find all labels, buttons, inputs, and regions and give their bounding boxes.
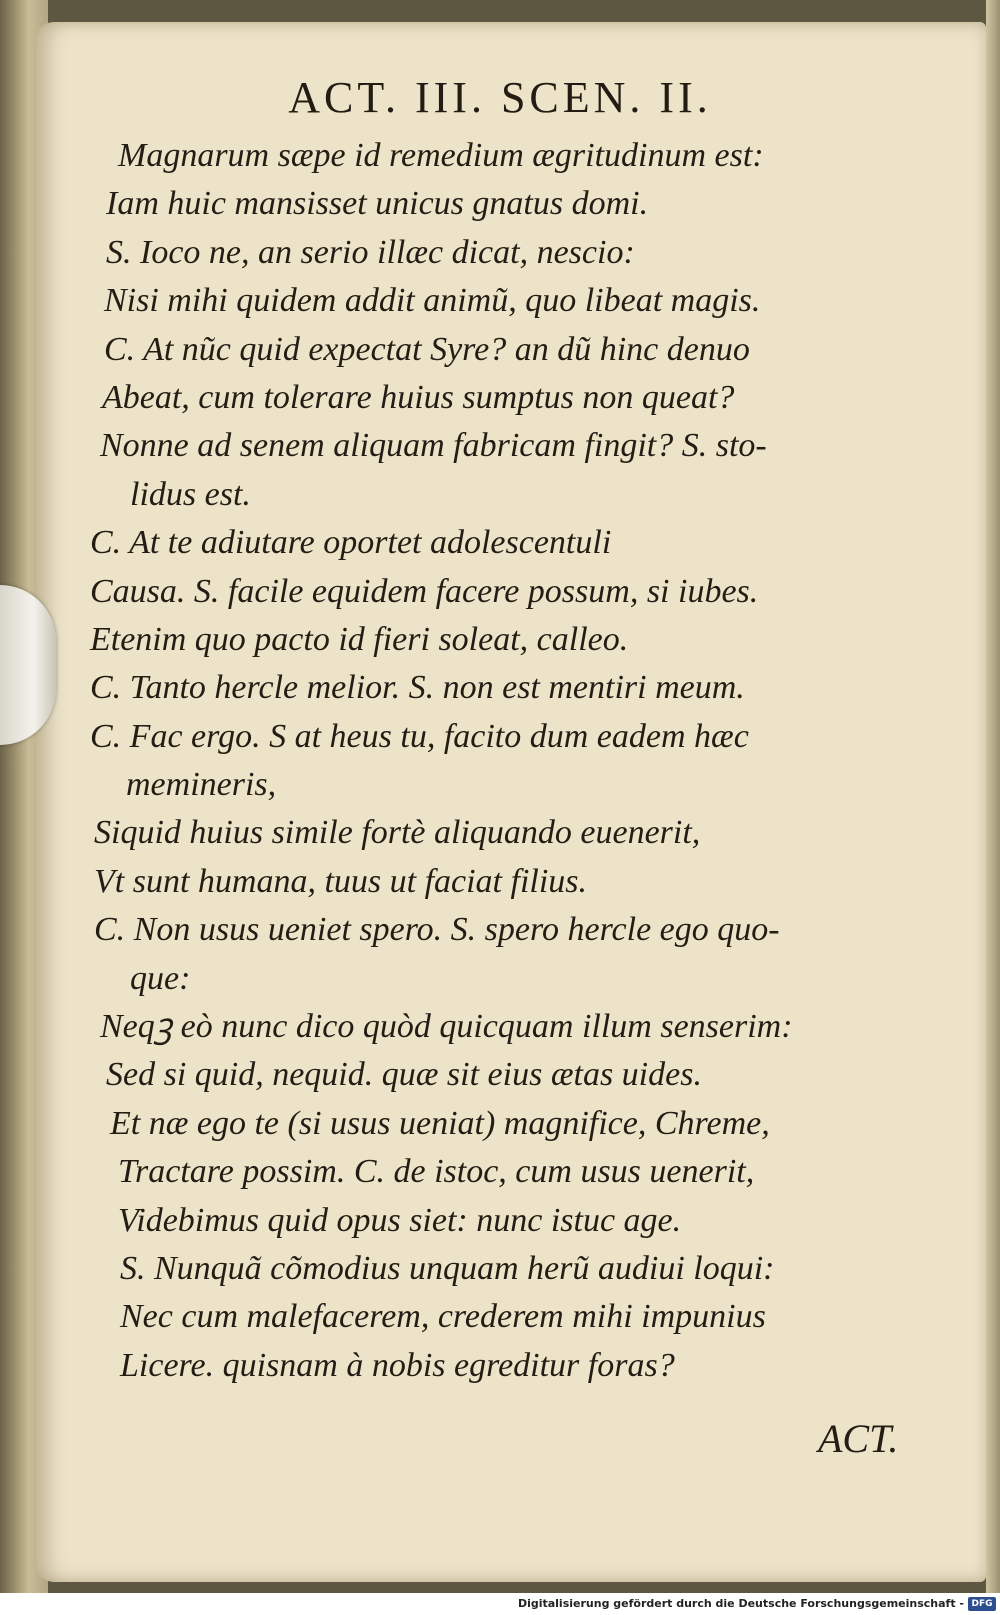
text-line: Causa. S. facile equidem facere possum, si iubes.: [90, 572, 759, 610]
text-line: S. Ioco ne, an serio illæc dicat, nescio:: [106, 233, 635, 271]
text-line: Abeat, cum tolerare huius sumptus non queat?: [102, 378, 735, 416]
text-line: Tractare possim. C. de istoc, cum usus uenerit,: [118, 1153, 755, 1191]
text-line: Etenim quo pacto id fieri soleat, calleo.: [90, 620, 629, 658]
text-line: que:: [130, 959, 191, 997]
catchword: ACT.: [818, 1416, 899, 1461]
text-line: C. Fac ergo. S at heus tu, facito dum eadem hæc: [90, 717, 749, 755]
text-line: Licere. quisnam à nobis egreditur foras?: [120, 1346, 675, 1384]
text-line: Neqꝫ eò nunc dico quòd quicquam illum senserim:: [100, 1008, 793, 1046]
dfg-logo: DFG: [968, 1597, 996, 1611]
text-line: Vt sunt humana, tuus ut faciat filius.: [94, 862, 588, 900]
text-line: C. At te adiutare oportet adolescentuli: [90, 524, 612, 562]
text-line: Et næ ego te (si usus ueniat) magnifice, Chreme,: [110, 1104, 770, 1142]
page-header: ACT. III. SCEN. II.: [288, 73, 712, 122]
text-line: Nisi mihi quidem addit animũ, quo libeat magis.: [104, 282, 761, 320]
text-line: Sed si quid, nequid. quæ sit eius ætas uides.: [106, 1056, 702, 1094]
page-right-edge: [986, 0, 1000, 1615]
text-line: Videbimus quid opus siet: nunc istuc age.: [118, 1201, 682, 1239]
text-line: Nec cum malefacerem, crederem mihi impunius: [120, 1298, 766, 1336]
footer-text: Digitalisierung gefördert durch die Deutsche Forschungsgemeinschaft -: [517, 1597, 964, 1610]
digitization-footer: [0, 1593, 1000, 1615]
text-line: C. At nũc quid expectat Syre? an dũ hinc denuo: [104, 330, 750, 368]
text-line: C. Non usus ueniet spero. S. spero hercle ego quo-: [94, 911, 780, 949]
text-line: Siquid huius simile fortè aliquando euenerit,: [94, 814, 701, 852]
text-line: S. Nunquã cõmodius unquam herũ audiui loqui:: [120, 1249, 775, 1287]
text-line: C. Tanto hercle melior. S. non est mentiri meum.: [90, 669, 745, 707]
text-line: memineris,: [126, 766, 277, 804]
text-block: [90, 132, 970, 1390]
text-line: Magnarum sæpe id remedium ægritudinum est:: [118, 137, 764, 174]
text-line: Iam huic mansisset unicus gnatus domi.: [106, 185, 649, 223]
text-line: lidus est.: [130, 475, 251, 513]
text-line: Nonne ad senem aliquam fabricam fingit? S. sto-: [100, 427, 767, 465]
